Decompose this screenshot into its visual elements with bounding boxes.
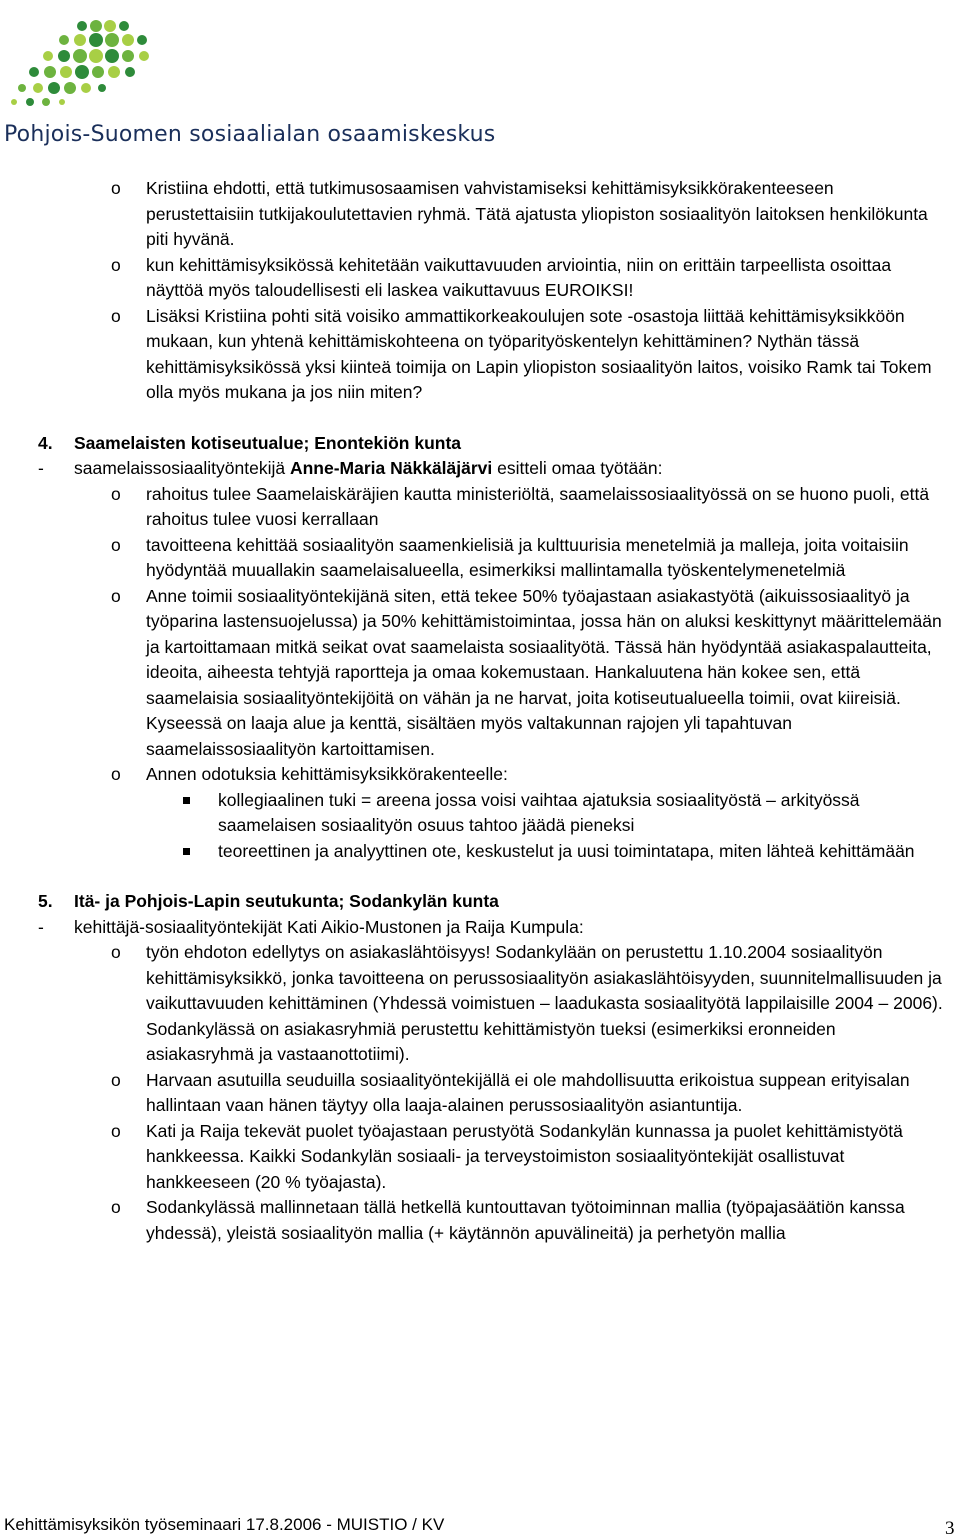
logo-dot [105, 33, 119, 47]
list-item [0, 940, 960, 1068]
list-item-text: Anne toimii sosiaalityöntekijänä siten, että tekee 50% työajastaan asiakastyötä (aikuissosiaalityö ja työparina lastensuojelussa) ja 50% kehittämistoimintaa, jossa hän on aluksi keskittynyt määrittelemään ja kartoittamaan mitkä seikat ovat saamelaista sosiaalityötä. Tässä hän hyödyntää asiakaspalautteita, ideoita, aiheesta tehtyjä raportteja ja omaa kokemustaan. Hankaluutena hän kokee sen, että saamelaisia sosiaalityöntekijöitä on vähän ja ne harvat, joita kotiseutualueella toimii, ovat kiireisiä. Kyseessä on laaja alue ja kenttä, sisältäen myös valtakunnan rajojen yli tapahtuvan saamelaissosiaalityön kartoittamisen. [146, 585, 942, 759]
section-title: Saamelaisten kotiseutualue; Enontekiön kunta [74, 432, 462, 453]
logo-dot [105, 49, 119, 63]
logo-dot [81, 83, 91, 93]
logo-dot [92, 66, 104, 78]
bullet-circle-icon: o [111, 534, 121, 555]
intro-text: saamelaissosiaalityöntekijä [74, 458, 290, 478]
bullet-circle-icon: o [111, 1120, 121, 1141]
section-title: Itä- ja Pohjois-Lapin seutukunta; Sodankylän kunta [74, 891, 499, 911]
logo-dot [125, 67, 135, 77]
logo-dot [104, 20, 116, 32]
logo-dot [90, 20, 102, 32]
logo-dot [77, 21, 87, 31]
bullet-circle-icon: o [111, 1197, 121, 1217]
presenter-name: Anne-Maria Näkkäläjärvi [289, 458, 493, 478]
logo-dot [29, 67, 39, 77]
square-bullet-icon [183, 848, 190, 855]
logo-dot [122, 50, 134, 62]
list-item-text: rahoitus tulee Saamelaiskäräjien kautta ministeriöltä, saamelaissosiaalityössä on se huono puoli, että rahoitus tulee vuosi kerrallaan [146, 483, 930, 529]
logo-dot [64, 82, 76, 94]
logo-dot [74, 34, 86, 46]
org-logo [4, 4, 496, 154]
logo-dot [48, 82, 60, 94]
list-item [0, 253, 960, 304]
document-body [0, 176, 960, 1246]
bullet-circle-icon: o [111, 178, 121, 198]
list-item [0, 533, 960, 584]
logo-dot [60, 66, 72, 78]
bullet-circle-icon: o [111, 764, 121, 784]
logo-dot [18, 84, 26, 92]
sub-list-item-text: kollegiaalinen tuki = areena jossa voisi vaihtaa ajatuksia sosiaalityöstä – arkityössä saamelaisen sosiaalityön osuus tahtoo jäädä pieneksi [218, 789, 860, 835]
logo-dot [108, 66, 120, 78]
bullet-circle-icon: o [111, 1069, 121, 1090]
list-item [0, 1068, 960, 1119]
section-number: 4. [38, 432, 53, 453]
list-item-text: Kristiina ehdotti, että tutkimusosaamisen vahvistamiseksi kehittämisyksikkörakenteeseen perustettaisiin tutkijakoulutettavien ryhmä. Tätä ajatusta yliopiston sosiaalityön laitoksen henkilökunta piti hyvänä. [146, 178, 928, 249]
logo-dot [75, 65, 89, 79]
logo-dot [122, 34, 134, 46]
org-name: Pohjois-Suomen sosiaalialan osaamiskeskus [4, 122, 496, 147]
dash-marker-icon: - [38, 458, 44, 478]
logo-dot [58, 50, 70, 62]
section4-heading [0, 431, 960, 457]
list-item-text: Harvaan asutuilla seuduilla sosiaalityöntekijällä ei ole mahdollisuutta erikoistua suppean erityisalan hallintaan vaan hänen täytyy olla laaja-alainen perussosiaalityön asiantuntija. [146, 1069, 910, 1115]
logo-dot [59, 99, 65, 105]
section5-heading [0, 889, 960, 915]
logo-dot [89, 33, 103, 47]
list-item [0, 176, 960, 253]
list-item-text: tavoitteena kehittää sosiaalityön saamenkielisiä ja kulttuurisia menetelmiä ja malleja, joita voitaisiin hyödyntää muuallakin saamelaisalueella, esimerkiksi mallintamalla työskentelymenetelmiä [146, 534, 909, 580]
logo-dot [44, 66, 56, 78]
bullet-circle-icon: o [111, 254, 121, 275]
bullet-circle-icon: o [111, 585, 121, 606]
logo-dot [11, 99, 17, 105]
logo-dot [98, 84, 106, 92]
list-item [0, 1195, 960, 1246]
list-item-text: työn ehdoton edellytys on asiakaslähtöisyys! Sodankylään on perustettu 1.10.2004 sosiaalityön kehittämisyksikkö, jonka tavoitteena on perussosiaalityön asiakaslähtöisyyden, suunnitelmallisuuden ja vaikuttavuuden kehittäminen (Yhdessä voimistuen – laadukasta sosiaalityötä lappilaisille 2004 – 2006). Sodankylässä on asiakasryhmiä perustettu kehittämistyön tueksi (esimerkiksi eronneiden asiakasryhmä ja vastaanottotiimi). [146, 942, 943, 1064]
sub-list-item [0, 839, 960, 865]
section-number: 5. [38, 891, 53, 911]
sub-list-item-text: teoreettinen ja analyyttinen ote, keskustelut ja uusi toimintatapa, miten lähteä kehittämään [218, 840, 915, 861]
bullet-circle-icon: o [111, 942, 121, 962]
bullet-circle-icon: o [111, 305, 121, 326]
dash-marker-icon: - [38, 916, 44, 937]
logo-dot [89, 49, 103, 63]
list-item [0, 304, 960, 406]
list-item [0, 762, 960, 788]
page-number: 3 [945, 1518, 955, 1539]
list-item [0, 1119, 960, 1196]
logo-dot [42, 98, 50, 106]
list-item-text: Annen odotuksia kehittämisyksikkörakenteelle: [146, 764, 508, 784]
list-item-text: Kati ja Raija tekevät puolet työajastaan perustyötä Sodankylän kunnassa ja puolet kehittämistyötä hankkeessa. Kaikki Sodankylän sosiaali- ja terveystoimiston sosiaalityöntekijät osallistuvat hankkeeseen (20 % työajasta). [146, 1120, 903, 1192]
section5-intro [0, 915, 960, 941]
section4-intro [0, 456, 960, 482]
logo-dot [59, 35, 69, 45]
square-bullet-icon [183, 797, 190, 804]
list-item-text: kun kehittämisyksikössä kehitetään vaikuttavuuden arviointia, niin on erittäin tarpeellista osoittaa näyttöä myös taloudellisesti eli laskea vaikuttavuus EUROIKSI! [146, 254, 892, 300]
list-item-text: Sodankylässä mallinnetaan tällä hetkellä kuntouttavan työtoiminnan mallia (työpajasäätiön kanssa yhdessä), yleistä sosiaalityön mallia (+ käytännön apuvälineitä) ja perhetyön mallia [146, 1197, 905, 1243]
sub-list-item [0, 788, 960, 839]
logo-dot [33, 83, 43, 93]
page-footer: Kehittämisyksikön työseminaari 17.8.2006 - MUISTIO / KV [4, 1515, 445, 1534]
bullet-circle-icon: o [111, 483, 121, 504]
logo-dot [139, 51, 149, 61]
list-item [0, 482, 960, 533]
intro-text: esitteli omaa työtään: [492, 458, 663, 478]
logo-dot [73, 49, 87, 63]
logo-dot [137, 35, 147, 45]
leaf-dots-logo-icon [4, 4, 444, 122]
intro-text: kehittäjä-sosiaalityöntekijät Kati Aikio-Mustonen ja Raija Kumpula: [74, 916, 584, 937]
section3-list [0, 176, 960, 406]
logo-dot [119, 21, 129, 31]
list-item [0, 584, 960, 763]
list-item-text: Lisäksi Kristiina pohti sitä voisiko ammattikorkeakoulujen sote -osastoja liittää kehittämisyksikköön mukaan, kun yhtenä kehittämiskohteena on työparityöskentelyn kehittäminen? Nythän tässä kehittämisyksikössä yksi kiinteä toimija on Lapin yliopiston sosiaalityön laitos, voisiko Ramk tai Tokem olla myös mukana ja jos niin miten? [146, 305, 932, 402]
logo-dot [26, 98, 34, 106]
logo-dot [43, 51, 53, 61]
